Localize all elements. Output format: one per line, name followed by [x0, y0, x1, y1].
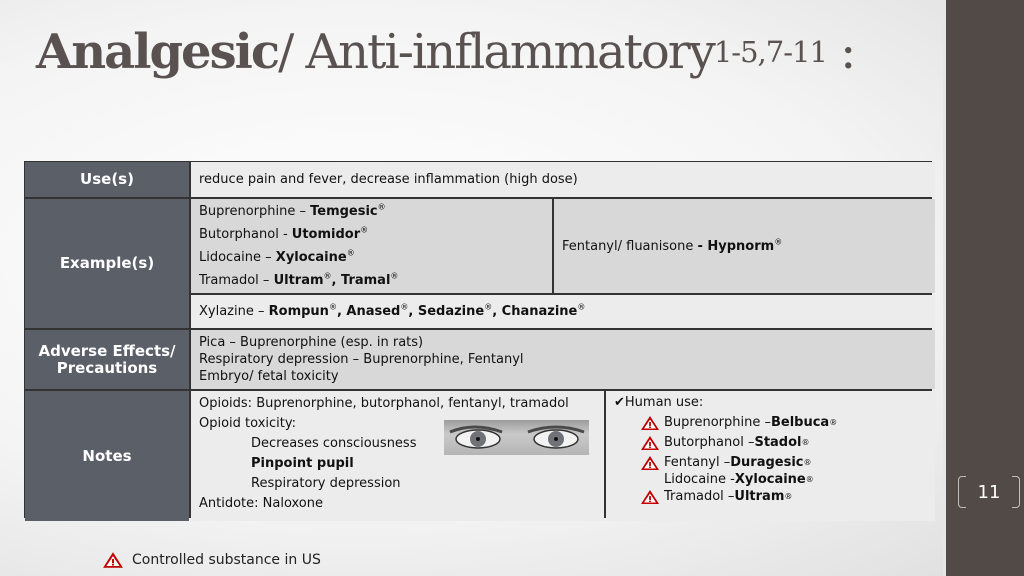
example-line: Fentanyl/ fluanisone - Hypnorm® — [562, 237, 783, 254]
warning-icon — [640, 435, 660, 451]
notes-header: Notes — [25, 391, 189, 521]
human-use-item: Fentanyl – Duragesic ® — [614, 454, 927, 471]
drug-table — [24, 161, 932, 518]
notes-respiratory: Respiratory depression — [251, 476, 401, 491]
footer-text: Controlled substance in US — [132, 552, 321, 568]
adverse-line: Respiratory depression – Buprenorphine, Fentanyl — [199, 352, 524, 367]
adverse-header: Adverse Effects/ Precautions — [25, 330, 189, 389]
title-references: 1-5,7-11 — [713, 35, 827, 69]
adverse-line: Embryo/ fetal toxicity — [199, 369, 339, 384]
adverse-cell — [191, 330, 935, 389]
examples-header: Example(s) — [25, 199, 189, 328]
xylazine-cell — [191, 295, 935, 328]
examples-left-cell — [191, 199, 552, 293]
human-use-item: Tramadol – Ultram ® — [614, 488, 927, 505]
title-main: Analgesic — [36, 24, 279, 80]
example-line: Buprenorphine – Temgesic® — [199, 202, 386, 219]
human-use-item: Buprenorphine – Belbuca ® — [614, 414, 927, 431]
example-line: Lidocaine – Xylocaine® — [199, 248, 355, 265]
notes-toxicity: Opioid toxicity: — [199, 416, 296, 431]
human-use-item: Butorphanol – Stadol ® — [614, 434, 927, 451]
notes-pupil: Pinpoint pupil — [251, 456, 354, 471]
warning-icon — [640, 489, 660, 505]
page-number-bracket-right — [1012, 476, 1020, 508]
page-number-bracket-left — [958, 476, 966, 508]
title-colon: : — [826, 24, 855, 80]
notes-right-cell — [606, 391, 935, 521]
notes-consciousness: Decreases consciousness — [251, 436, 417, 451]
footer-note — [102, 551, 321, 569]
title-rest: / Anti-inflammatory — [278, 24, 714, 80]
notes-left-cell — [191, 391, 604, 521]
page-number — [958, 476, 1020, 508]
uses-header: Use(s) — [25, 162, 189, 197]
pinpoint-pupil-eyes-image — [444, 420, 589, 455]
slide-title — [36, 24, 854, 80]
warning-icon — [102, 551, 124, 569]
example-line: Butorphanol - Utomidor® — [199, 225, 369, 242]
warning-icon — [640, 455, 660, 471]
page-number-text: 11 — [977, 481, 1001, 503]
notes-opioids: Opioids: Buprenorphine, butorphanol, fentanyl, tramadol — [199, 396, 569, 411]
examples-right-cell — [554, 199, 935, 293]
human-use-header: ✔Human use: — [614, 395, 704, 410]
warning-icon — [640, 415, 660, 431]
human-use-item: Lidocaine - Xylocaine ® — [664, 472, 814, 487]
example-line: Xylazine – Rompun®, Anased®, Sedazine®, Chanazine® — [199, 302, 586, 319]
notes-antidote: Antidote: Naloxone — [199, 496, 323, 511]
uses-cell — [191, 162, 935, 197]
adverse-line: Pica – Buprenorphine (esp. in rats) — [199, 335, 424, 350]
uses-text: reduce pain and fever, decrease inflammation (high dose) — [199, 172, 578, 187]
example-line: Tramadol – Ultram®, Tramal® — [199, 271, 399, 288]
